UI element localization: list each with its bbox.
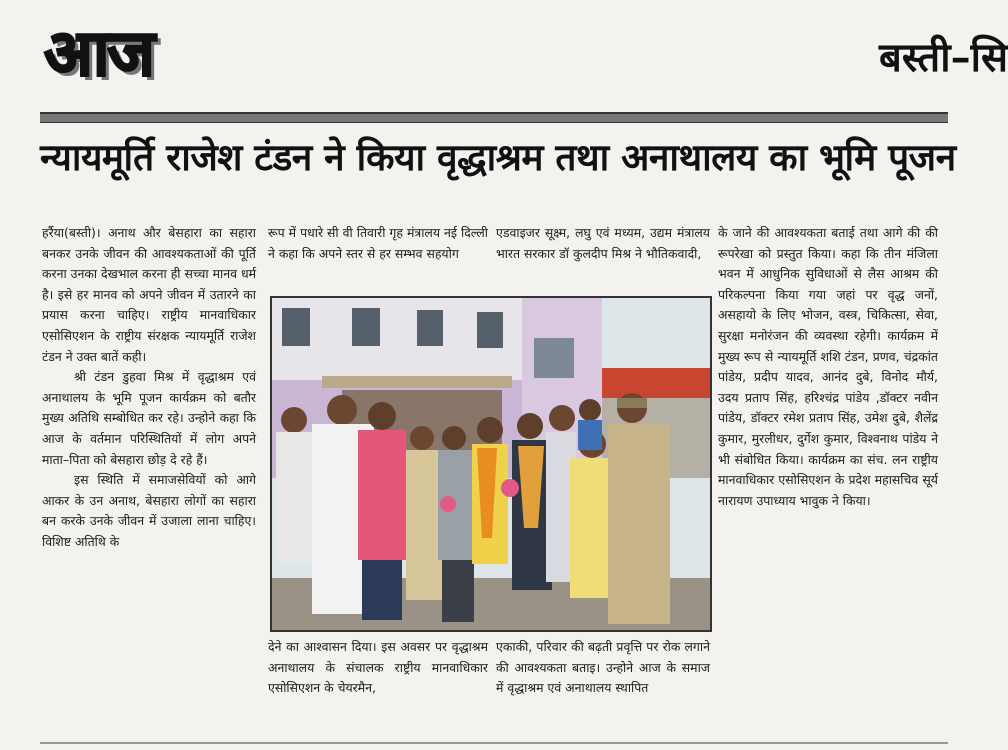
column-3-top-text: एडवाइजर सूक्ष्म, लघु एवं मध्यम, उद्यम मंत्रालय भारत सरकार डॉ कुलदीप मिश्र ने भौतिकवादी,: [496, 225, 710, 261]
article-column-3-bottom: [496, 637, 710, 737]
masthead: [0, 0, 1008, 120]
column-2-bottom-text: देने का आश्वासन दिया। इस अवसर पर वृद्धाश्रम अनाथालय के संचालक राष्ट्रीय मानवाधिकार एसोसिएशन के चेयरमैन,: [268, 639, 488, 696]
page-bottom-rule: [40, 742, 948, 744]
newspaper-logo: आज: [44, 17, 153, 91]
article-column-1: [42, 223, 256, 733]
article-column-3-top: [496, 223, 710, 289]
column-1-paragraph-3: इस स्थिति में समाजसेवियों को आगे आकर के उन अनाथ, बेसहारा लोगों का सहारा बन करके उनके जीवन में उजाला लाना चाहिए। विशिष्ट अतिथि के: [42, 472, 256, 549]
edition-title: बस्ती–सि: [879, 34, 1008, 81]
article-headline: न्यायमूर्ति राजेश टंडन ने किया वृद्धाश्रम तथा अनाथालय का भूमि पूजन: [40, 136, 956, 179]
article-column-2-top: [268, 223, 488, 289]
article-column-2-bottom: [268, 637, 488, 737]
news-photo-illustration: [272, 298, 710, 630]
article-column-4: [718, 223, 938, 733]
column-3-bottom-text: एकाकी, परिवार की बढ़ती प्रवृत्ति पर रोक लगाने की आवश्यकता बताइ। उन्होने आज के समाज में वृद्धाश्रम एवं अनाथालय स्थापित: [496, 639, 710, 696]
column-1-paragraph-2: श्री टंडन डुहवा मिश्र में वृद्धाश्रम एवं अनाथालय के भूमि पूजन कार्यक्रम को बतौर मुख्य अतिथि सम्बोधित कर रहे। उन्होने कहा कि आज के वर्तमान परिस्थितियों में लोग अपने माता–पिता को बेसहारा छोड़ दे रहे हैं।: [42, 369, 256, 467]
column-1-paragraph-1: हर्रैया(बस्ती)। अनाथ और बेसहारा का सहारा बनकर उनके जीवन की आवश्यकताओं की पूर्ति करना उनका देखभाल करना ही सच्चा मानव धर्म है। इसे हर मानव को अपने जीवन में उतारने का प्रयास करना चाहिए। राष्ट्रीय मानवाधिकार एसोसिएशन के राष्ट्रीय संरक्षक न्यायमूर्ति राजेश टंडन ने उक्त बातें कही।: [42, 225, 256, 364]
masthead-rule: [40, 112, 948, 123]
news-photo: [270, 296, 712, 632]
column-4-text: के जाने की आवश्यकता बताई तथा आगे की की रूपरेखा को प्रस्तुत किया। कहा कि तीन मंजिला भवन में आधुनिक सुविधाओं से लैस आश्रम की परिकल्पना किया गया जहां पर वृद्ध जनों, असहायो के लिए भोजन, वस्त्र, चिकित्सा, सेवा, सुरक्षा मनोरंजन की व्यवस्था रहेगी। कार्यक्रम में मुख्य रूप से न्यायमूर्ति शशि टंडन, प्रणव, चंद्रकांत पांडेय, प्रदीप यादव, आनंद दुबे, विनोद मौर्य, उदय प्रताप सिंह, हरिश्चंद्र पांडेय ,डॉक्टर नवीन पांडेय, डॉक्टर रमेश प्रताप सिंह, उमेश दुबे, शैलेंद्र कुमार, मुरलीधर, दुर्गेश कुमार, विश्वनाथ पांडेय ने भी संबोधित किया। कार्यक्रम का संच. लन राष्ट्रीय मानवाधिकार एसोसिएशन के प्रदेश महासचिव सूर्य नारायण उपाध्याय भावुक ने किया।: [718, 225, 938, 508]
column-2-top-text: रूप में पधारे सी वी तिवारी गृह मंत्रालय नई दिल्ली ने कहा कि अपने स्तर से हर सम्भव सहयोग: [268, 225, 488, 261]
